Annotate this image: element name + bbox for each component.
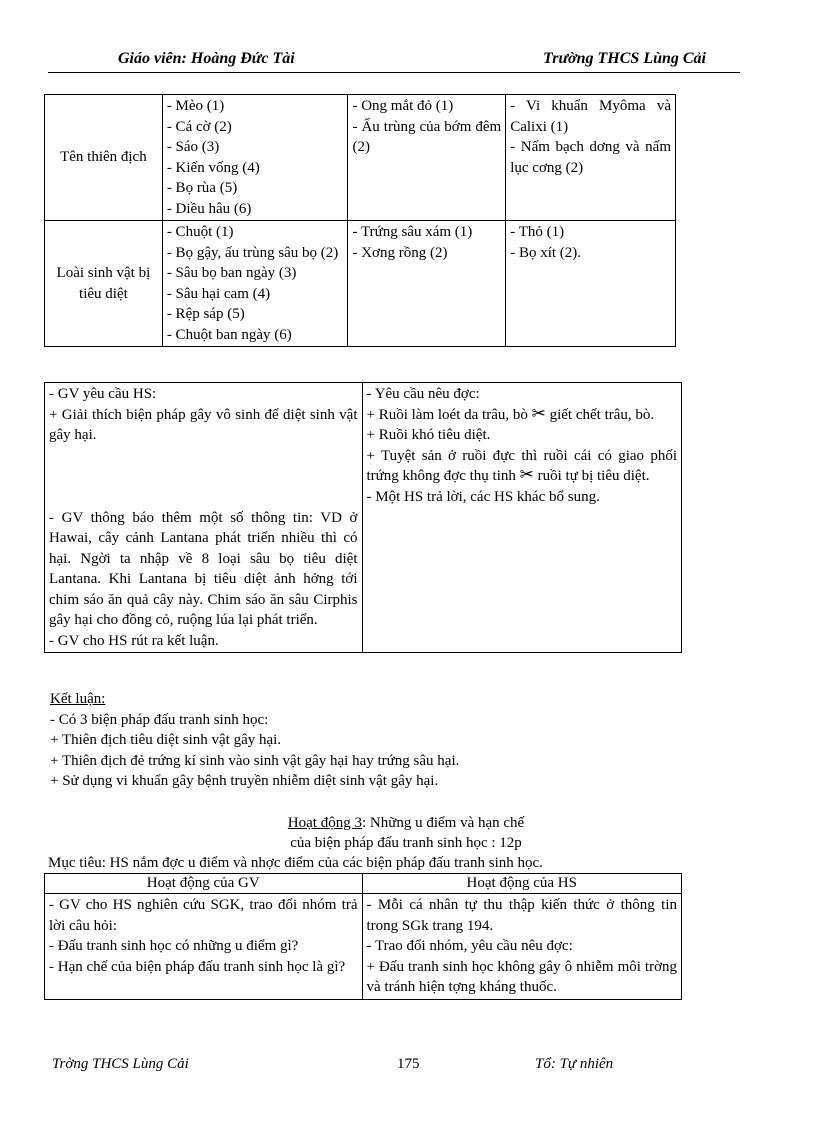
hs-text-part: ruồi tự bị tiêu diệt. <box>537 468 650 484</box>
hs-text: - Một HS trả lời, các HS khác bổ sung. <box>366 488 600 505</box>
gv-text: - GV cho HS rút ra kết luận. <box>49 632 219 649</box>
list-item: - Diều hâu (6) <box>166 200 252 217</box>
list-item: - Sáo (3) <box>166 139 220 155</box>
activity3-table <box>44 873 682 1000</box>
conclusion-line: + Sử dụng vi khuẩn gây bệnh truyền nhiễm diệt sinh vật gây hại. <box>50 773 439 789</box>
page-number: 175 <box>397 1056 420 1072</box>
hs-text: + Đấu tranh sinh học không gây ô nhiễm môi trờng và tránh hiện tợng kháng thuốc. <box>366 958 677 995</box>
cell <box>348 221 506 347</box>
conclusion-line: + Thiên địch tiêu diệt sinh vật gây hại. <box>50 732 282 748</box>
scissors-icon: ✂ <box>519 465 534 484</box>
list-item: - Cá cờ (2) <box>166 118 232 135</box>
hs-text: - Trao đổi nhóm, yêu cầu nêu đợc: <box>366 938 573 954</box>
list-item: - Chuột ban ngày (6) <box>166 326 292 343</box>
activity3-objective: Mục tiêu: HS nắm đợc u điểm và nhợc điểm của các biện pháp đấu tranh sinh học. <box>48 855 543 871</box>
list-item: - Ong mắt đỏ (1) <box>352 98 454 114</box>
conclusion-section <box>50 689 750 792</box>
activity3-heading <box>48 813 764 873</box>
list-item: - Bọ xít (2). <box>510 244 582 261</box>
hs-text <box>367 446 678 487</box>
cell <box>506 95 676 221</box>
page-header <box>48 50 740 73</box>
gv-text: - GV cho HS nghiên cứu SGK, trao đổi nhóm trả lời câu hỏi: <box>49 897 358 934</box>
list-item: - Ấu trùng của bớm đêm (2) <box>352 118 502 155</box>
table-header-row <box>45 874 682 894</box>
table-row <box>45 894 682 1000</box>
list-item: - Mèo (1) <box>166 98 225 114</box>
conclusion-line: - Có 3 biện pháp đấu tranh sinh học: <box>50 711 269 728</box>
hs-cell <box>362 383 682 653</box>
activity3-title <box>48 813 764 833</box>
header-school: Trường THCS Lùng Cải <box>543 50 706 67</box>
list-item: - Vi khuẩn Myôma và Calixi (1) <box>510 98 671 135</box>
row-label: Loài sinh vật bị tiêu diệt <box>45 221 163 347</box>
table-row <box>45 221 676 347</box>
gv-text: - Đấu tranh sinh học có những u điểm gì? <box>49 938 299 954</box>
cell <box>506 221 676 347</box>
list-item: - Nấm bạch dơng và nấm lục cơng (2) <box>510 139 671 176</box>
column-header-hs: Hoạt động của HS <box>362 874 682 894</box>
activity3-title-text: : Những u điểm và hạn chế <box>361 815 525 831</box>
page-footer <box>52 1056 752 1078</box>
gv-cell <box>45 894 363 1000</box>
header-teacher: Giáo viên: Hoàng Đức Tài <box>118 50 295 67</box>
scissors-icon: ✂ <box>531 403 546 423</box>
hs-text: - Mỗi cá nhân tự thu thập kiến thức ở thông tin trong SGk trang 194. <box>366 897 677 934</box>
list-item: - Rệp sáp (5) <box>166 306 245 322</box>
gv-text: + Giải thích biện pháp gây vô sinh để diệt sinh vật gây hại. <box>49 406 358 443</box>
conclusion-line: + Thiên địch đẻ trứng kí sinh vào sinh vật gây hại hay trứng sâu hại. <box>50 752 460 769</box>
cell <box>162 95 348 221</box>
list-item: - Xơng rồng (2) <box>352 244 448 261</box>
hs-cell <box>362 894 682 1000</box>
list-item: - Kiến vống (4) <box>166 159 260 176</box>
row-label: Tên thiên địch <box>45 95 163 221</box>
hs-text-part: giết chết trâu, bò. <box>549 406 655 423</box>
list-item: - Sâu bọ ban ngày (3) <box>166 265 297 281</box>
hs-text: - Yêu cầu nêu đợc: <box>366 386 480 402</box>
column-header-gv: Hoạt động của GV <box>45 874 363 894</box>
spacer <box>49 446 358 508</box>
gv-text: - Hạn chế của biện pháp đấu tranh sinh học là gì? <box>49 958 346 975</box>
activity-table <box>44 382 682 653</box>
cell <box>348 95 506 221</box>
gv-text: - GV yêu cầu HS: <box>49 386 157 402</box>
enemy-table <box>44 94 676 347</box>
list-item: - Bọ gậy, ấu trùng sâu bọ (2) <box>166 244 339 261</box>
gv-cell <box>45 383 363 653</box>
table-row <box>45 95 676 221</box>
list-item: - Chuột (1) <box>166 224 234 240</box>
list-item: - Sâu hại cam (4) <box>166 285 271 302</box>
hs-text <box>367 405 678 426</box>
hs-text-part: + Ruồi làm loét da trâu, bò <box>366 406 528 423</box>
list-item: - Thỏ (1) <box>510 224 565 240</box>
activity3-subtitle: của biện pháp đấu tranh sinh học : 12p <box>290 835 522 851</box>
hs-text: + Ruồi khó tiêu diệt. <box>366 427 491 443</box>
footer-school: Trờng THCS Lùng Cải <box>52 1056 189 1072</box>
gv-text: - GV thông báo thêm một số thông tin: VD ở Hawai, cây cảnh Lantana phát triển nhiều thì có hại. Ngời ta nhập về 8 loại sâu bọ tiêu diệt Lantana. Khi Lantana bị tiêu diệt ảnh hởng tới chim sáo ăn quả cây này. Chim sáo ăn sâu Cirphis gây hại cho đồng cỏ, ruộng lúa lại phát triển. <box>49 509 358 628</box>
activity3-label: Hoạt động 3 <box>287 815 362 831</box>
footer-department: Tổ: Tự nhiên <box>535 1056 614 1072</box>
hs-text-part: + Tuyệt sản ở ruồi đực thì ruồi cái có giao phối trứng không đợc thụ tinh <box>366 447 677 484</box>
table-row <box>45 383 682 653</box>
list-item: - Bọ rùa (5) <box>166 180 238 196</box>
cell <box>162 221 348 347</box>
conclusion-title: Kết luận: <box>50 691 106 707</box>
list-item: - Trứng sâu xám (1) <box>352 224 473 240</box>
